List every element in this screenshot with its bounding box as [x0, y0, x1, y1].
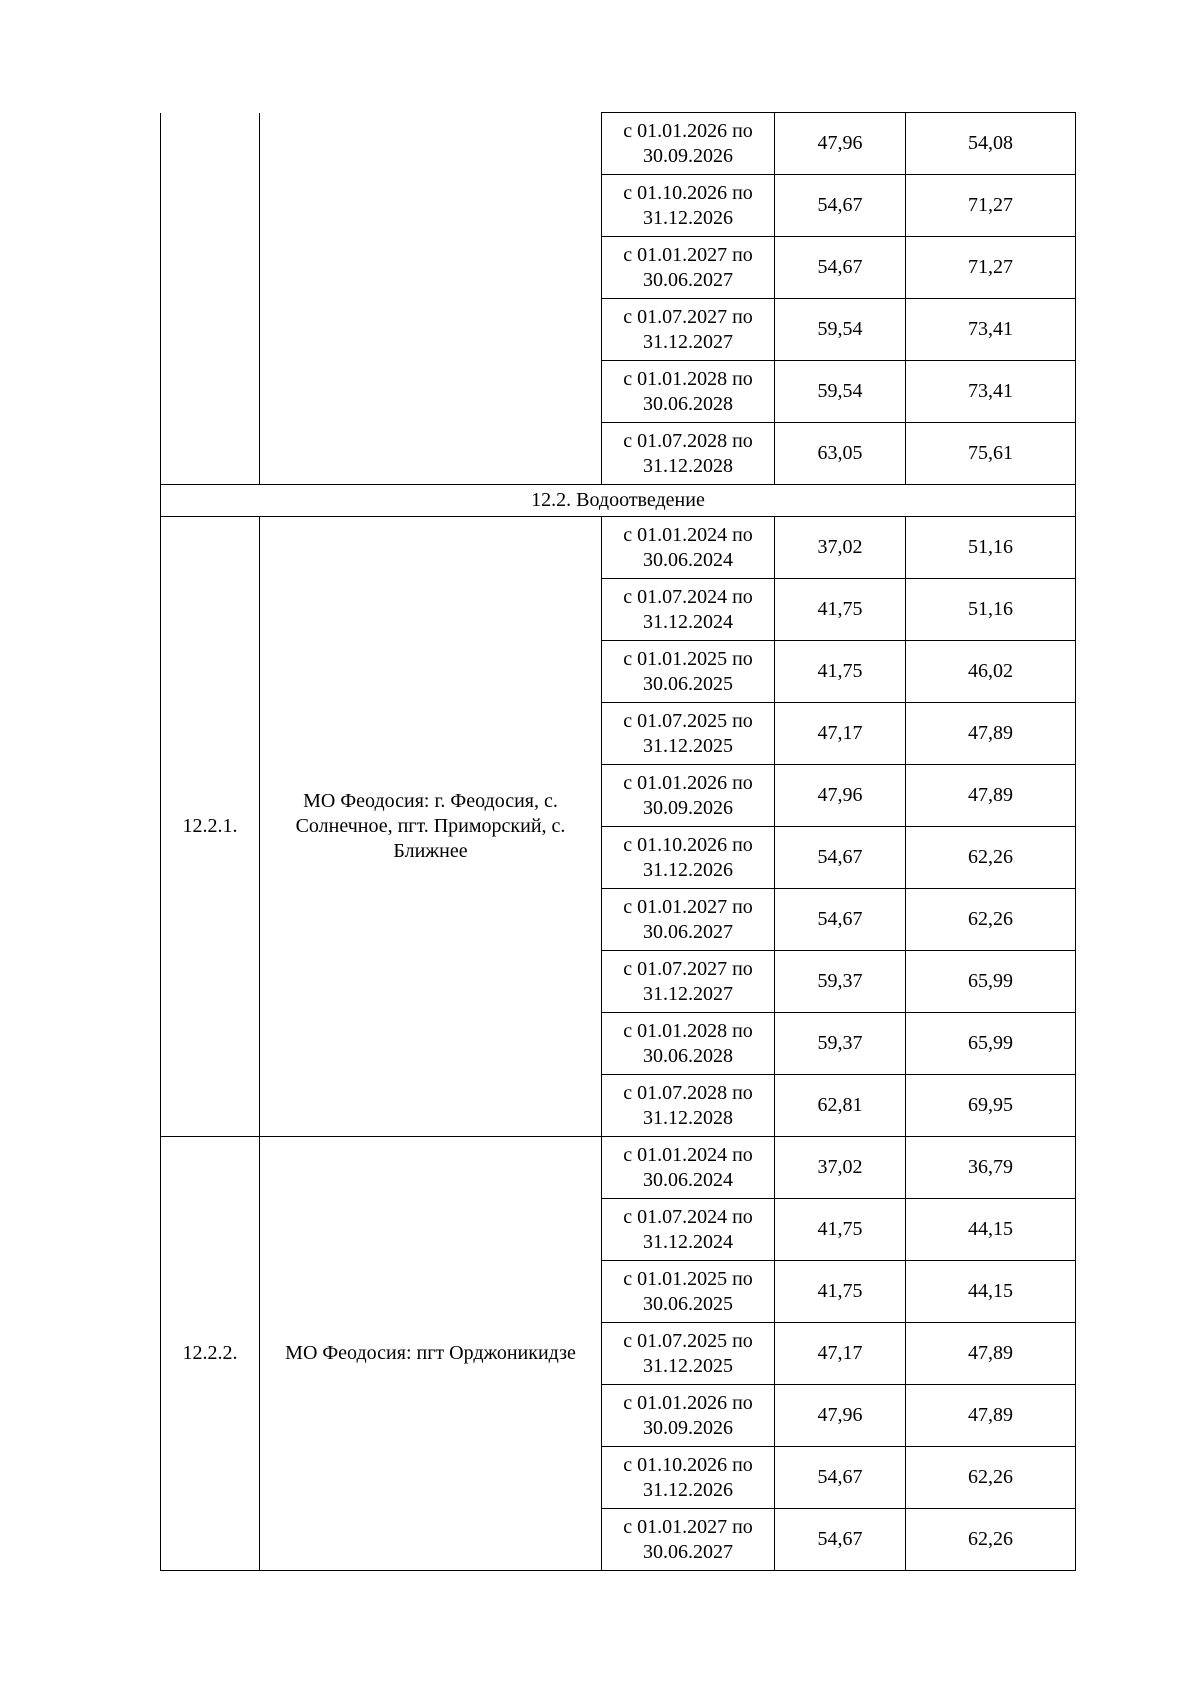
tariff-value-1: 54,67 [775, 237, 906, 299]
period-cell: с 01.10.2026 по 31.12.2026 [602, 827, 775, 889]
tariff-value-1: 59,54 [775, 299, 906, 361]
tariff-value-2: 73,41 [906, 361, 1076, 423]
section-title: 12.2. Водоотведение [161, 485, 1076, 517]
tariff-value-1: 54,67 [775, 827, 906, 889]
tariff-value-2: 47,89 [906, 1323, 1076, 1385]
period-cell: с 01.01.2024 по 30.06.2024 [602, 1137, 775, 1199]
period-cell: с 01.01.2026 по 30.09.2026 [602, 765, 775, 827]
tariff-value-2: 51,16 [906, 579, 1076, 641]
tariff-value-2: 36,79 [906, 1137, 1076, 1199]
table-row [161, 1137, 1076, 1199]
tariff-value-2: 46,02 [906, 641, 1076, 703]
row-code: 12.2.2. [161, 1137, 260, 1571]
tariff-value-2: 54,08 [906, 113, 1076, 175]
tariff-value-2: 62,26 [906, 1447, 1076, 1509]
tariff-value-1: 41,75 [775, 641, 906, 703]
period-cell: с 01.07.2025 по 31.12.2025 [602, 703, 775, 765]
tariff-value-1: 41,75 [775, 1199, 906, 1261]
tariff-value-2: 65,99 [906, 1013, 1076, 1075]
period-cell: с 01.07.2027 по 31.12.2027 [602, 951, 775, 1013]
tariff-value-2: 47,89 [906, 703, 1076, 765]
tariff-value-1: 47,17 [775, 703, 906, 765]
period-cell: с 01.01.2026 по 30.09.2026 [602, 1385, 775, 1447]
period-cell: с 01.01.2025 по 30.06.2025 [602, 641, 775, 703]
table-row [161, 113, 1076, 175]
period-cell: с 01.07.2024 по 31.12.2024 [602, 579, 775, 641]
tariff-value-2: 62,26 [906, 1509, 1076, 1571]
territory-cell [260, 113, 602, 485]
tariff-value-1: 59,37 [775, 951, 906, 1013]
tariff-value-2: 69,95 [906, 1075, 1076, 1137]
tariff-value-1: 41,75 [775, 1261, 906, 1323]
tariff-value-1: 62,81 [775, 1075, 906, 1137]
tariff-value-1: 47,17 [775, 1323, 906, 1385]
period-cell: с 01.07.2027 по 31.12.2027 [602, 299, 775, 361]
period-cell: с 01.01.2028 по 30.06.2028 [602, 1013, 775, 1075]
tariff-value-2: 51,16 [906, 517, 1076, 579]
tariff-value-1: 59,54 [775, 361, 906, 423]
tariff-value-2: 71,27 [906, 175, 1076, 237]
tariff-value-1: 54,67 [775, 1509, 906, 1571]
tariff-value-1: 54,67 [775, 1447, 906, 1509]
period-cell: с 01.07.2024 по 31.12.2024 [602, 1199, 775, 1261]
tariff-value-1: 47,96 [775, 1385, 906, 1447]
tariff-value-2: 75,61 [906, 423, 1076, 485]
tariff-value-2: 44,15 [906, 1261, 1076, 1323]
tariff-table [160, 112, 1076, 1571]
territory-name: МО Феодосия: г. Феодосия, с. Солнечное, пгт. Приморский, с. Ближнее [260, 517, 602, 1137]
period-cell: с 01.01.2026 по 30.09.2026 [602, 113, 775, 175]
tariff-value-1: 63,05 [775, 423, 906, 485]
row-code: 12.2.1. [161, 517, 260, 1137]
table-row [161, 517, 1076, 579]
period-cell: с 01.07.2028 по 31.12.2028 [602, 1075, 775, 1137]
tariff-value-1: 41,75 [775, 579, 906, 641]
tariff-value-1: 54,67 [775, 175, 906, 237]
territory-name: МО Феодосия: пгт Орджоникидзе [260, 1137, 602, 1571]
code-cell [161, 113, 260, 485]
period-cell: с 01.01.2024 по 30.06.2024 [602, 517, 775, 579]
tariff-value-1: 37,02 [775, 1137, 906, 1199]
tariff-value-1: 59,37 [775, 1013, 906, 1075]
section-header-row [161, 485, 1076, 517]
tariff-value-2: 65,99 [906, 951, 1076, 1013]
tariff-value-2: 71,27 [906, 237, 1076, 299]
period-cell: с 01.10.2026 по 31.12.2026 [602, 175, 775, 237]
tariff-value-2: 44,15 [906, 1199, 1076, 1261]
tariff-value-1: 54,67 [775, 889, 906, 951]
period-cell: с 01.01.2028 по 30.06.2028 [602, 361, 775, 423]
period-cell: с 01.07.2028 по 31.12.2028 [602, 423, 775, 485]
period-cell: с 01.07.2025 по 31.12.2025 [602, 1323, 775, 1385]
tariff-value-2: 62,26 [906, 889, 1076, 951]
period-cell: с 01.01.2025 по 30.06.2025 [602, 1261, 775, 1323]
tariff-value-1: 47,96 [775, 113, 906, 175]
period-cell: с 01.01.2027 по 30.06.2027 [602, 1509, 775, 1571]
tariff-value-1: 37,02 [775, 517, 906, 579]
period-cell: с 01.01.2027 по 30.06.2027 [602, 237, 775, 299]
period-cell: с 01.10.2026 по 31.12.2026 [602, 1447, 775, 1509]
tariff-value-2: 62,26 [906, 827, 1076, 889]
tariff-value-2: 47,89 [906, 1385, 1076, 1447]
tariff-value-1: 47,96 [775, 765, 906, 827]
period-cell: с 01.01.2027 по 30.06.2027 [602, 889, 775, 951]
tariff-value-2: 73,41 [906, 299, 1076, 361]
tariff-value-2: 47,89 [906, 765, 1076, 827]
